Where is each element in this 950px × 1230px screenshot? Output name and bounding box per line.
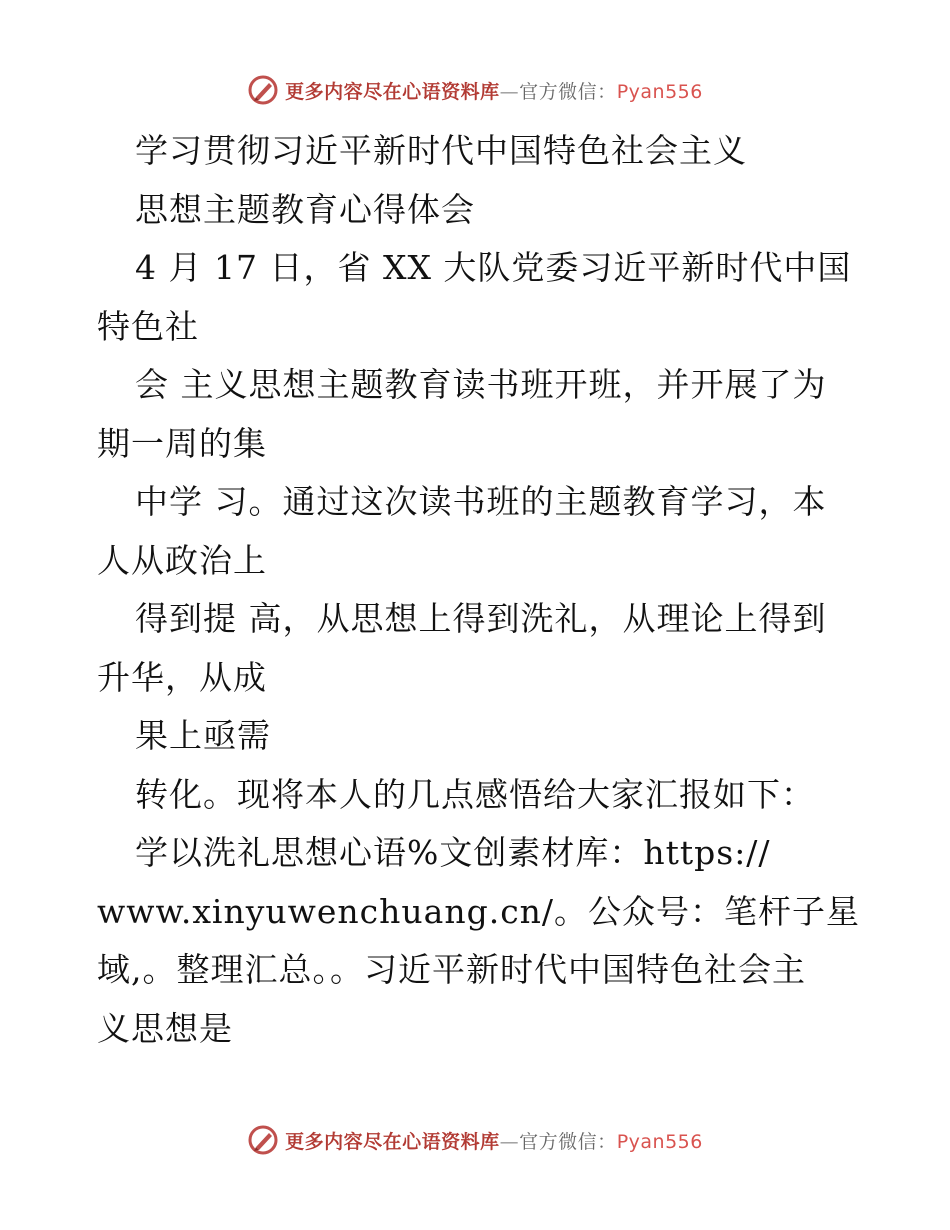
banner-separator: — <box>499 1130 520 1153</box>
banner-brand: 更多内容尽在心语资料库 <box>285 80 500 103</box>
header-watermark-banner <box>0 70 950 110</box>
text-line: 期一周的集 <box>97 423 267 463</box>
text-line: 学以洗礼思想心语%文创素材库：https:// <box>135 833 771 872</box>
text-line: 得到提 高，从思想上得到洗礼，从理论上得到 <box>135 599 827 638</box>
text-line: 学习贯彻习近平新时代中国特色社会主义 <box>135 131 747 170</box>
text-line: 人从政治上 <box>97 540 267 580</box>
text-line: 中学 习。通过这次读书班的主题教育学习，本 <box>135 482 827 521</box>
banner-text <box>285 1127 703 1154</box>
banner-brand: 更多内容尽在心语资料库 <box>285 1130 500 1153</box>
banner-separator: — <box>499 80 520 103</box>
banner-wechat-id: Pyan556 <box>616 1130 703 1153</box>
text-line: 果上亟需 <box>135 716 271 755</box>
pen-logo-icon <box>247 74 279 106</box>
text-line: www.xinyuwenchuang.cn/。公众号：笔杆子星 <box>97 891 861 931</box>
pen-logo-icon <box>247 1124 279 1156</box>
text-line: 义思想是 <box>97 1008 233 1048</box>
document-body <box>97 122 877 1058</box>
footer-watermark-banner <box>0 1120 950 1160</box>
banner-wechat-label: 官方微信： <box>519 1130 617 1153</box>
text-line: 4 月 17 日，省 XX 大队党委习近平新时代中国 <box>135 248 852 287</box>
text-line: 域,。整理汇总。。习近平新时代中国特色社会主 <box>97 950 806 989</box>
text-line: 转化。现将本人的几点感悟给大家汇报如下： <box>135 774 815 814</box>
banner-wechat-id: Pyan556 <box>616 80 703 103</box>
text-line: 会 主义思想主题教育读书班开班，并开展了为 <box>135 365 827 404</box>
text-line: 特色社 <box>97 306 199 346</box>
banner-text <box>285 77 703 104</box>
text-line: 升华，从成 <box>97 657 267 697</box>
text-line: 思想主题教育心得体会 <box>135 189 475 229</box>
banner-wechat-label: 官方微信： <box>519 80 617 103</box>
